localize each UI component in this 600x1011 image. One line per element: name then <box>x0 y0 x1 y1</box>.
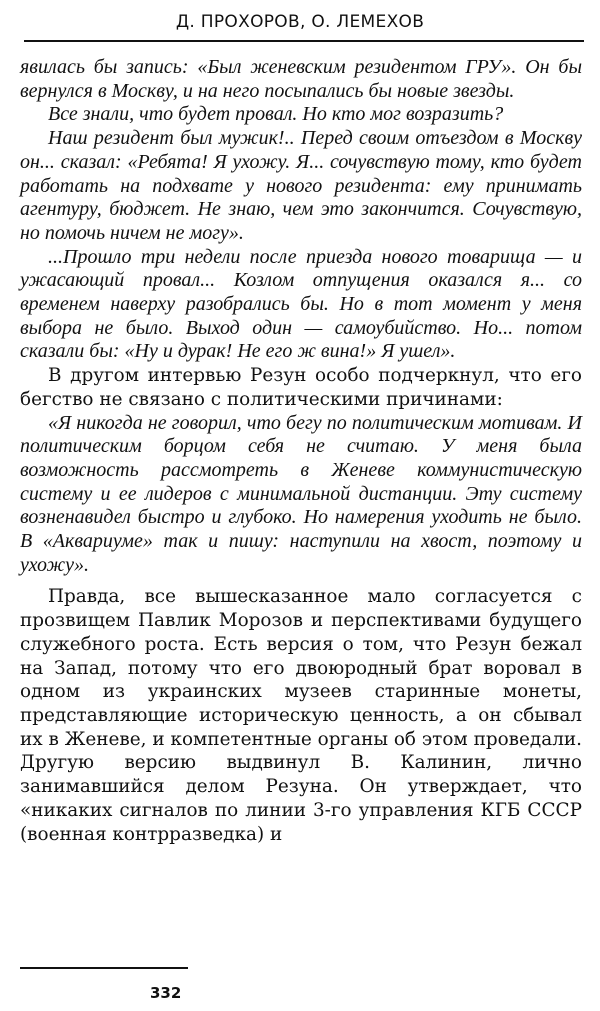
running-head: Д. ПРОХОРОВ, О. ЛЕМЕХОВ <box>175 12 425 32</box>
paragraph-6: «Я никогда не говорил, что бегу по политическим мотивам. И политическим борцом себя не считаю. У меня была возможность рассмотреть в Женеве коммунистическую систему и ее лидеров с минимальной дистанции. Эту систему возненавидел быстро и глубоко. Но намерения уходить не было. В «Аквариуме» так и пишу: наступили на хвост, поэтому и ухожу». <box>20 411 582 576</box>
paragraph-1: явилась бы запись: «Был женевским резидентом ГРУ». Он бы вернулся в Москву, и на него посыпались бы новые звезды. <box>20 56 582 102</box>
page-body <box>20 56 582 846</box>
header-rule <box>24 40 584 42</box>
paragraph-4: ...Прошло три недели после приезда нового товарища — и ужасающий провал... Козлом отпущения оказался я... со временем наверху разобрались бы. Но в тот момент у меня выбора не было. Выход один — самоубийство. Но... потом сказали бы: «Ну и дурак! Не его ж вина!» Я ушел». <box>20 245 582 363</box>
paragraph-2: Все знали, что будет провал. Но кто мог возразить? <box>48 103 504 126</box>
footer-rule <box>20 967 188 969</box>
paragraph-7: Правда, все вышесказанное мало согласуется с прозвищем Павлик Морозов и перспективами будущего служебного роста. Есть версия о том, что Резун бежал на Запад, потому что его двоюродный брат воровал в одном из украинских музеев старинные монеты, представляющие историческую ценность, а он сбывал их в Женеве, и компетентные органы об этом проведали. Другую версию выдвинул В. Калинин, лично занимавшийся делом Резуна. Он утверждает, что «никаких сигналов по линии 3-го управления КГБ СССР (военная контрразведка) и <box>20 586 582 845</box>
paragraph-3: Наш резидент был мужик!.. Перед своим отъездом в Москву он... сказал: «Ребята! Я ухожу. Я... сочувствую тому, кто будет работать на подхвате у нового резидента: ему принимать агентуру, бюджет. Не знаю, чем это закончится. Сочувствую, но помочь ничем не могу». <box>20 127 582 244</box>
paragraph-5: В другом интервью Резун особо подчеркнул, что его бегство не связано с политическими причинами: <box>20 365 582 410</box>
page-number: 332 <box>150 984 182 1002</box>
